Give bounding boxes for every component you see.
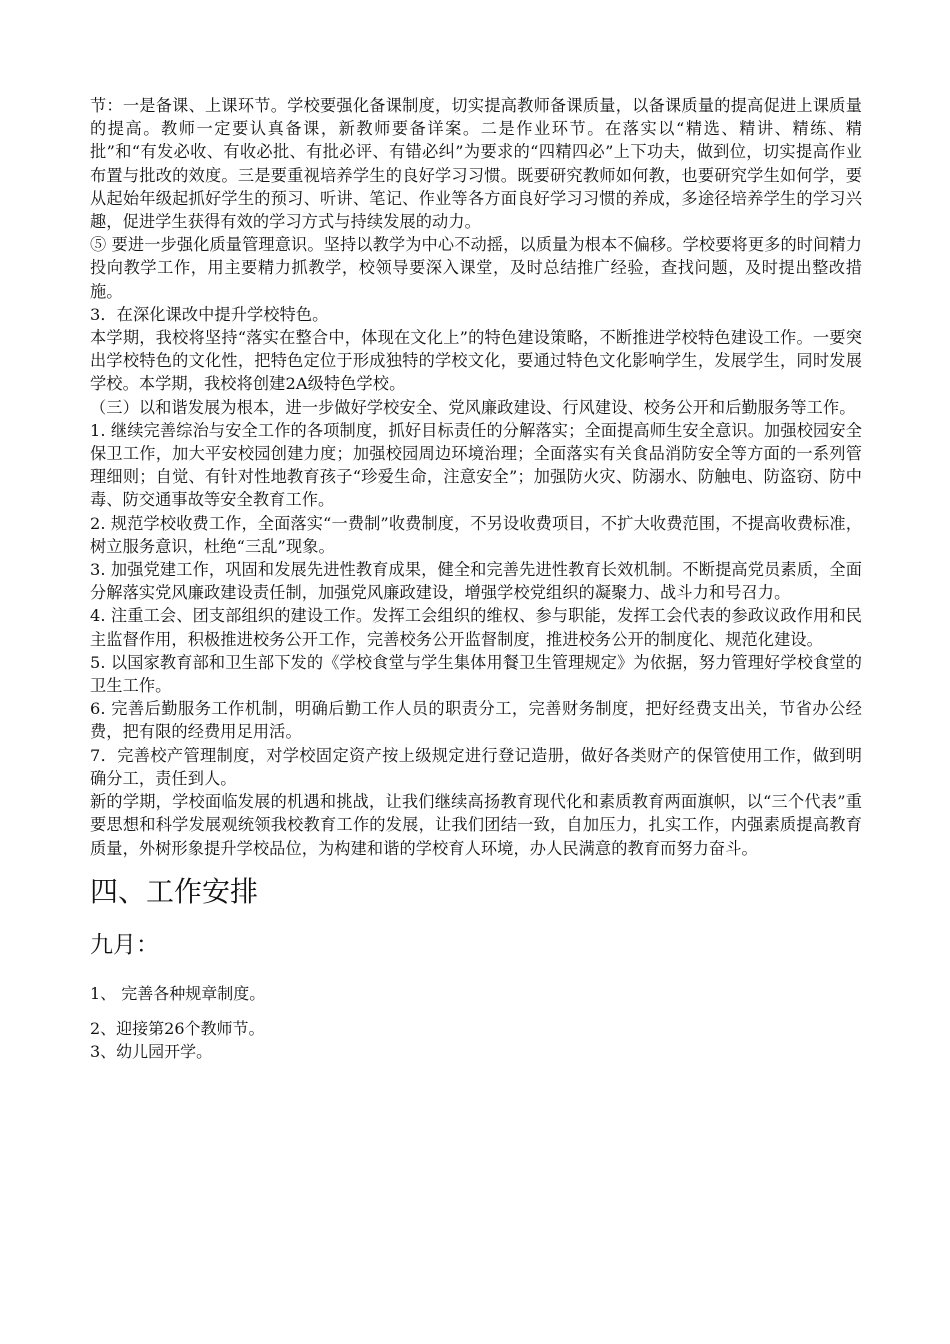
- paragraph-section-three: （三）以和谐发展为根本，进一步做好学校安全、党风廉政建设、行风建设、校务公开和后勤服务等工作。: [90, 397, 856, 417]
- paragraph-quality-management: ⑤ 要进一步强化质量管理意识。坚持以教学为中心不动摇，以质量为根本不偏移。学校要将更多的时间精力投向教学工作，用主要精力抓教学，校领导要深入课堂，及时总结推广经验，查找问题，及时提出整改措施。: [90, 235, 862, 301]
- paragraph-school-feature-heading: 3．在深化课改中提升学校特色。: [90, 304, 329, 324]
- paragraph-school-feature: 本学期，我校将坚持“落实在整合中，体现在文化上”的特色建设策略，不断推进学校特色建设工作。一要突出学校特色的文化性，把特色定位于形成独特的学校文化，要通过特色文化影响学生，发展学生，同时发展学校。本学期，我校将创建2A级特色学校。: [90, 328, 862, 394]
- list-item: 2、迎接第26个教师节。: [90, 1018, 265, 1038]
- month-heading-september: 九月：: [90, 931, 159, 958]
- paragraph-item-3-party: 3. 加强党建工作，巩固和发展先进性教育成果，健全和完善先进性教育长效机制。不断提高党员素质，全面分解落实党风廉政建设责任制，加强党风廉政建设，增强学校党组织的凝聚力、战斗力和号召力。: [90, 560, 862, 603]
- section-heading-work-arrangement: 四、工作安排: [90, 874, 259, 908]
- paragraph-item-7-assets: 7．完善校产管理制度，对学校固定资产按上级规定进行登记造册，做好各类财产的保管使用工作，做到明确分工，责任到人。: [90, 745, 862, 788]
- list-item: 1、 完善各种规章制度。: [90, 983, 266, 1003]
- paragraph-item-5-canteen: 5. 以国家教育部和卫生部下发的《学校食堂与学生集体用餐卫生管理规定》为依据，努力管理好学校食堂的卫生工作。: [90, 652, 862, 696]
- paragraph-item-6-logistics: 6. 完善后勤服务工作机制，明确后勤工作人员的职责分工，完善财务制度，把好经费支出关，节省办公经费，把有限的经费用足用活。: [90, 699, 862, 742]
- list-item: 3、幼儿园开学。: [90, 1041, 213, 1061]
- paragraph-item-2-fees: 2. 规范学校收费工作，全面落实“一费制”收费制度，不另设收费项目，不扩大收费范围，不提高收费标准，树立服务意识，杜绝“三乱”现象。: [90, 513, 862, 556]
- paragraph-closing: 新的学期，学校面临发展的机遇和挑战，让我们继续高扬教育现代化和素质教育两面旗帜，以“三个代表”重要思想和科学发展观统领我校教育工作的发展，让我们团结一致，自加压力，扎实工作，内强素质提高教育质量，外树形象提升学校品位，为构建和谐的学校育人环境，办人民满意的教育而努力奋斗。: [90, 792, 862, 858]
- paragraph-item-1-safety: 1. 继续完善综治与安全工作的各项制度，抓好目标责任的分解落实；全面提高师生安全意识。加强校园安全保卫工作，加大平安校园创建力度；加强校园周边环境治理；全面落实有关食品消防安全等方面的一系列管理细则；自觉、有针对性地教育孩子“珍爱生命，注意安全”；加强防火灾、防溺水、防触电、防盗窃、防中毒、防交通事故等安全教育工作。: [90, 420, 862, 510]
- paragraph-teaching-links: 节：一是备课、上课环节。学校要强化备课制度，切实提高教师备课质量，以备课质量的提高促进上课质量的提高。教师一定要认真备课，新教师要备详案。二是作业环节。在落实以“精选、精讲、精练、精批”和“有发必收、有收必批、有批必评、有错必纠”为要求的“四精四必”上下功夫，做到位，切实提高作业布置与批改的效度。三是要重视培养学生的良好学习习惯。既要研究教师如何教，也要研究学生如何学，要从起始年级起抓好学生的预习、听讲、笔记、作业等各方面良好学习习惯的养成，多途径培养学生的学习兴趣，促进学生获得有效的学习方式与持续发展的动力。: [90, 96, 862, 232]
- paragraph-item-4-union: 4. 注重工会、团支部组织的建设工作。发挥工会组织的维权、参与职能，发挥工会代表的参政议政作用和民主监督作用，积极推进校务公开工作，完善校务公开监督制度，推进校务公开的制度化、规范化建设。: [90, 606, 862, 649]
